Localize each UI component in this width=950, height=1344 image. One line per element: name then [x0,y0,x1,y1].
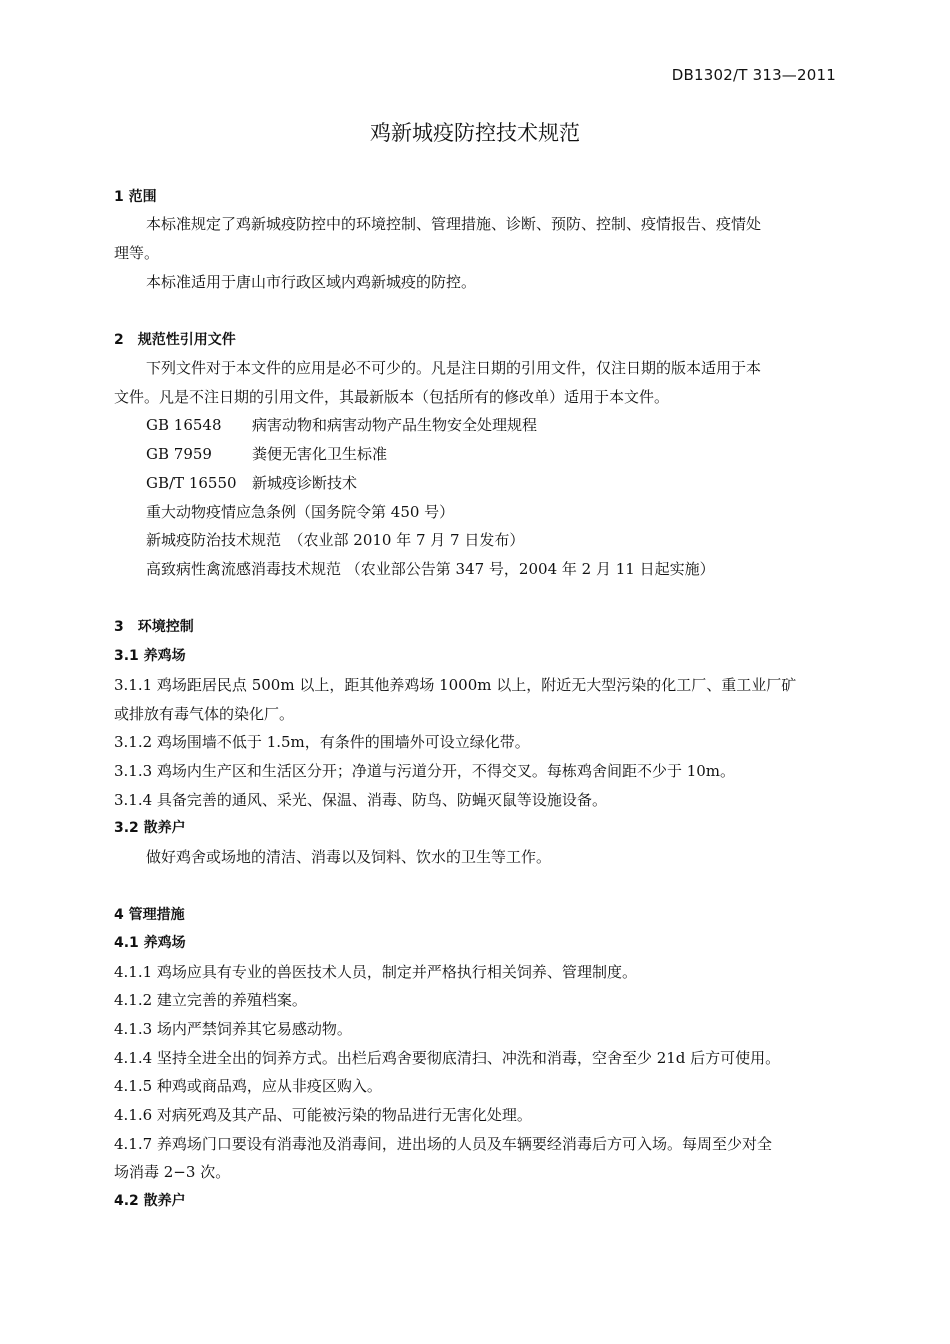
document-code: DB1302/T 313—2011 [671,66,836,84]
section-1-paragraph-1-line-2: 理等。 [114,244,160,262]
reference-item [146,444,387,464]
clause-4-1-4: 4.1.4 坚持全进全出的饲养方式。出栏后鸡舍要彻底清扫、冲洗和消毒，空舍至少 21d 后方可使用。 [114,1049,781,1067]
section-1-paragraph-1-line-1: 本标准规定了鸡新城疫防控中的环境控制、管理措施、诊断、预防、控制、疫情报告、疫情处 [146,215,762,233]
reference-item: 重大动物疫情应急条例（国务院令第 450 号） [146,503,455,521]
section-1-paragraph-2: 本标准适用于唐山市行政区域内鸡新城疫的防控。 [146,273,477,291]
section-2-paragraph-line-2: 文件。凡是不注日期的引用文件，其最新版本（包括所有的修改单）适用于本文件。 [114,388,670,406]
reference-code: GB 7959 [146,445,212,463]
section-1-heading: 1 范围 [114,189,157,205]
subsection-4-2-heading: 4.2 散养户 [114,1193,186,1209]
subsection-3-2-heading: 3.2 散养户 [114,820,186,836]
clause-3-1-1-line-1: 3.1.1 鸡场距居民点 500m 以上，距其他养鸡场 1000m 以上，附近无大型污染的化工厂、重工业厂矿 [114,676,797,694]
clause-3-1-4: 3.1.4 具备完善的通风、采光、保温、消毒、防鸟、防蝇灭鼠等设施设备。 [114,791,607,809]
clause-4-1-2: 4.1.2 建立完善的养殖档案。 [114,991,307,1009]
document-title: 鸡新城疫防控技术规范 [370,121,580,145]
clause-4-1-1: 4.1.1 鸡场应具有专业的兽医技术人员，制定并严格执行相关饲养、管理制度。 [114,963,637,981]
reference-title: 新城疫诊断技术 [252,474,358,492]
section-3-heading: 3 环境控制 [114,619,194,635]
clause-3-1-3: 3.1.3 鸡场内生产区和生活区分开；净道与污道分开，不得交叉。每栋鸡舍间距不少于 10m。 [114,762,736,780]
reference-code: GB/T 16550 [146,474,237,492]
clause-4-1-5: 4.1.5 种鸡或商品鸡，应从非疫区购入。 [114,1077,382,1095]
section-4-heading: 4 管理措施 [114,907,185,923]
reference-item: 新城疫防治技术规范 （农业部 2010 年 7 月 7 日发布） [146,531,525,549]
reference-title: 粪便无害化卫生标准 [252,445,388,463]
clause-3-1-1-line-2: 或排放有毒气体的染化厂。 [114,705,295,723]
reference-code: GB 16548 [146,416,222,434]
clause-4-1-7-line-1: 4.1.7 养鸡场门口要设有消毒池及消毒间，进出场的人员及车辆要经消毒后方可入场。每周至少对全 [114,1135,772,1153]
section-2-heading: 2 规范性引用文件 [114,332,236,348]
subsection-3-1-heading: 3.1 养鸡场 [114,648,186,664]
reference-item [146,473,357,493]
reference-title: 病害动物和病害动物产品生物安全处理规程 [252,416,538,434]
subsection-4-1-heading: 4.1 养鸡场 [114,935,186,951]
reference-item [146,415,537,435]
clause-4-1-7-line-2: 场消毒 2−3 次。 [114,1163,231,1181]
clause-3-1-2: 3.1.2 鸡场围墙不低于 1.5m，有条件的围墙外可设立绿化带。 [114,733,530,751]
reference-item: 高致病性禽流感消毒技术规范 （农业部公告第 347 号，2004 年 2 月 11 日起实施） [146,560,715,578]
clause-3-2-paragraph: 做好鸡舍或场地的清洁、消毒以及饲料、饮水的卫生等工作。 [146,848,552,866]
clause-4-1-3: 4.1.3 场内严禁饲养其它易感动物。 [114,1020,352,1038]
clause-4-1-6: 4.1.6 对病死鸡及其产品、可能被污染的物品进行无害化处理。 [114,1106,532,1124]
section-2-paragraph-line-1: 下列文件对于本文件的应用是必不可少的。凡是注日期的引用文件，仅注日期的版本适用于本 [146,359,762,377]
